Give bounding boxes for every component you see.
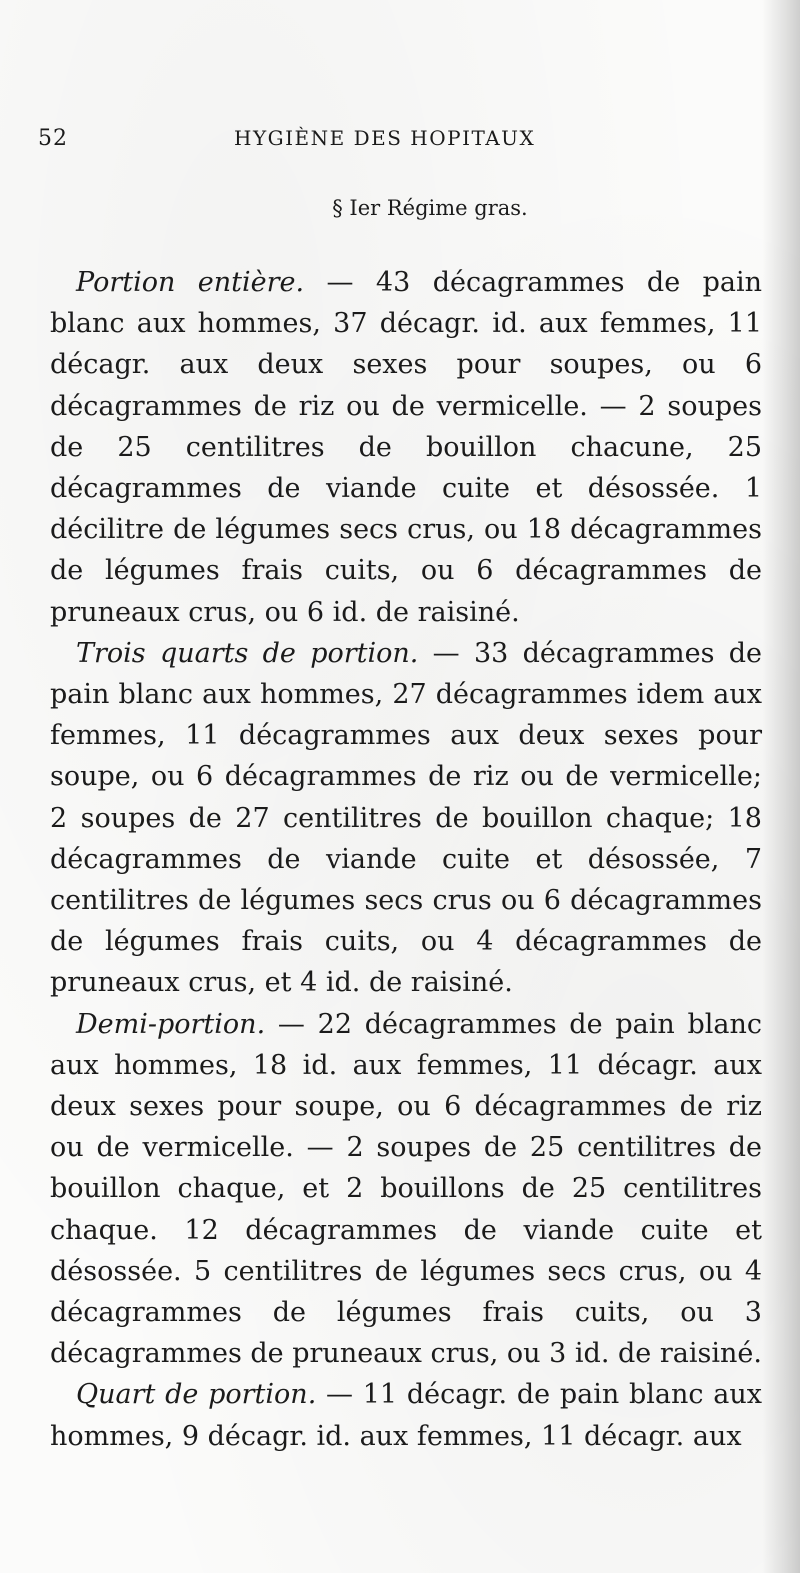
- page-header: [38, 118, 758, 158]
- body-text: [50, 262, 762, 1457]
- page-number: 52: [38, 126, 68, 151]
- paragraph-lead: Demi-portion.: [76, 1008, 266, 1040]
- paragraph-lead: Portion entière.: [76, 267, 305, 298]
- section-heading-text: § Ier Régime gras.: [332, 196, 528, 220]
- paragraph-quart-de-portion: [50, 1374, 762, 1456]
- paragraph-text: — 22 décagrammes de pain blanc aux hommes, 18 id. aux femmes, 11 décagr. aux deux sexes pour soupe, ou 6 décagrammes de riz ou de vermicelle. — 2 soupes de 25 centilitres de bouillon chaque, et 2 bouillons de 25 centilitres chaque. 12 décagrammes de viande cuite et désossée. 5 centilitres de légumes secs crus, ou 4 décagrammes de légumes frais cuits, ou 3 décagrammes de pruneaux crus, ou 3 id. de raisiné.: [50, 1008, 762, 1370]
- running-title: HYGIÈNE DES HOPITAUX: [234, 126, 536, 150]
- paragraph-trois-quarts: [50, 633, 762, 1004]
- paragraph-text: — 11 décagr. de pain blanc aux hommes, 9 décagr. id. aux femmes, 11 décagr. aux: [50, 1379, 762, 1452]
- section-heading: [0, 196, 800, 220]
- paragraph-portion-entiere: [50, 262, 762, 633]
- paragraph-text: — 43 décagrammes de pain blanc aux hommes, 37 décagr. id. aux femmes, 11 décagr. aux deux sexes pour soupes, ou 6 décagrammes de riz ou de vermicelle. — 2 soupes de 25 centilitres de bouillon chacune, 25 décagrammes de viande cuite et désossée. 1 décilitre de légumes secs crus, ou 18 décagrammes de légumes frais cuits, ou 6 décagrammes de pruneaux crus, ou 6 id. de raisiné.: [50, 267, 763, 628]
- paragraph-lead: Trois quarts de portion.: [76, 637, 419, 669]
- paragraph-demi-portion: [50, 1004, 762, 1375]
- binding-shadow: [762, 0, 800, 1573]
- paragraph-lead: Quart de portion.: [76, 1379, 317, 1411]
- paragraph-text: — 33 décagrammes de pain blanc aux hommes, 27 décagrammes idem aux femmes, 11 décagrammes aux deux sexes pour soupe, ou 6 décagrammes de riz ou de vermicelle; 2 soupes de 27 centilitres de bouillon chaque; 18 décagrammes de viande cuite et désossée, 7 centilitres de légumes secs crus ou 6 décagrammes de légumes frais cuits, ou 4 décagrammes de pruneaux crus, et 4 id. de raisiné.: [50, 637, 762, 999]
